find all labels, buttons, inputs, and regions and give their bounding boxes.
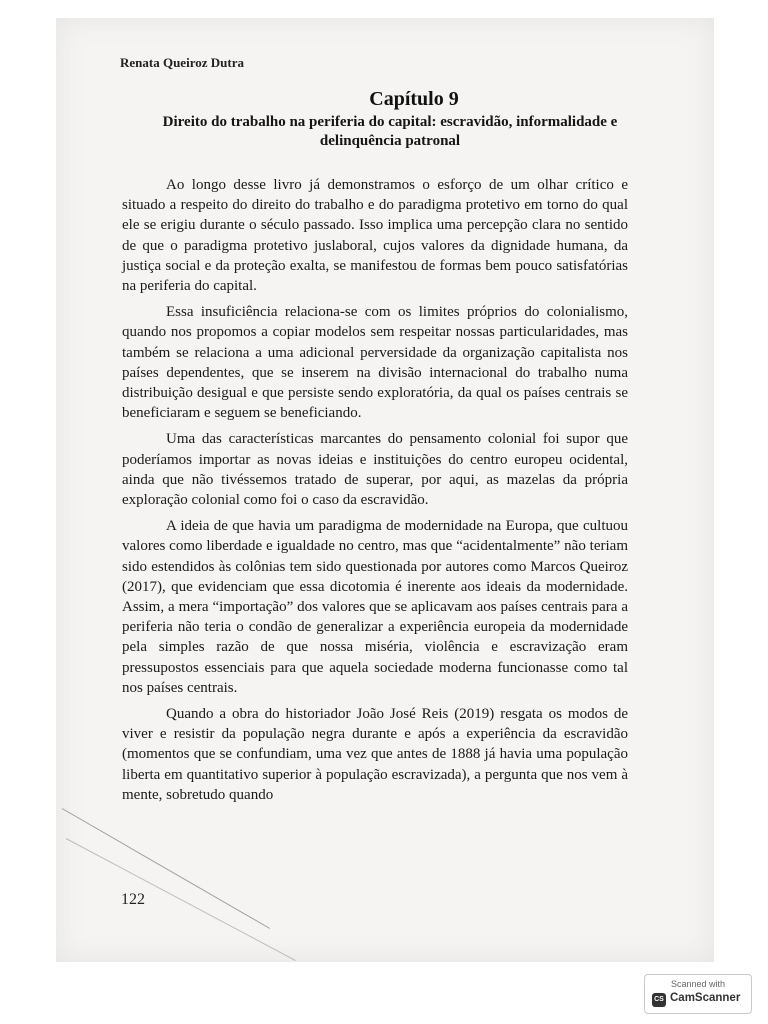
body-text [122, 175, 628, 811]
paragraph-2: Essa insuficiência relaciona-se com os limites próprios do colonialismo, quando nos propomos a copiar modelos sem respeitar nossas particularidades, mas também se relaciona a uma adicional perversidade da organização capitalista nos países dependentes, que se inserem na divisão internacional do trabalho numa distribuição desigual e que persiste sendo exploratória, da qual os países centrais se beneficiaram e seguem se beneficiando. [122, 304, 628, 422]
page-number: 122 [121, 891, 145, 908]
chapter-title: Capítulo 9 [369, 88, 459, 110]
paragraph-1: Ao longo desse livro já demonstramos o esforço de um olhar crítico e situado a respeito do direito do trabalho e do paradigma protetivo em torno do qual ele se erigiu durante o século passado. Isso implica uma percepção clara no sentido de que o paradigma protetivo juslaboral, cujos valores da dignidade humana, da justiça social e da proteção exalta, se manifestou de formas bem pouco satisfatórias na periferia do capital. [122, 177, 628, 295]
badge-brand-name: CamScanner [670, 992, 741, 1004]
running-head-author: Renata Queiroz Dutra [120, 55, 244, 70]
camscanner-badge [644, 974, 752, 1014]
camscanner-logo-icon: CS [652, 993, 666, 1007]
paragraph-4: A ideia de que havia um paradigma de modernidade na Europa, que cultuou valores como liberdade e igualdade no centro, mas que “acidentalmente” não teriam sido estendidos às colônias tem sido questionada por autores como Marcos Queiroz (2017), que evidenciam que essa dicotomia é inerente aos ideais da modernidade. Assim, a mera “importação” dos valores que se aplicavam aos países centrais para a periferia não teria o condão de generalizar a experiência europeia da modernidade pela simples razão de que nossa miséria, violência e escravização eram pressupostos essenciais para que aquela sociedade moderna funcionasse como tal nos países centrais. [122, 518, 628, 696]
badge-caption: Scanned with [670, 979, 726, 989]
paragraph-3: Uma das características marcantes do pensamento colonial foi supor que poderíamos importar as novas ideias e instituições do centro europeu ocidental, ainda que não tivéssemos tratado de superar, por aqui, as mazelas da própria exploração colonial como foi o caso da escravidão. [122, 431, 628, 509]
paragraph-5: Quando a obra do historiador João José Reis (2019) resgata os modos de viver e resistir da população negra durante e após a experiência da escravidão (momentos que se confundiam, uma vez que antes de 1888 já havia uma população liberta em quantitativo superior à população escravizada), a pergunta que nos vem à mente, sobretudo quando [122, 706, 628, 803]
chapter-subtitle: Direito do trabalho na periferia do capital: escravidão, informalidade e delinquência patronal [162, 114, 618, 149]
